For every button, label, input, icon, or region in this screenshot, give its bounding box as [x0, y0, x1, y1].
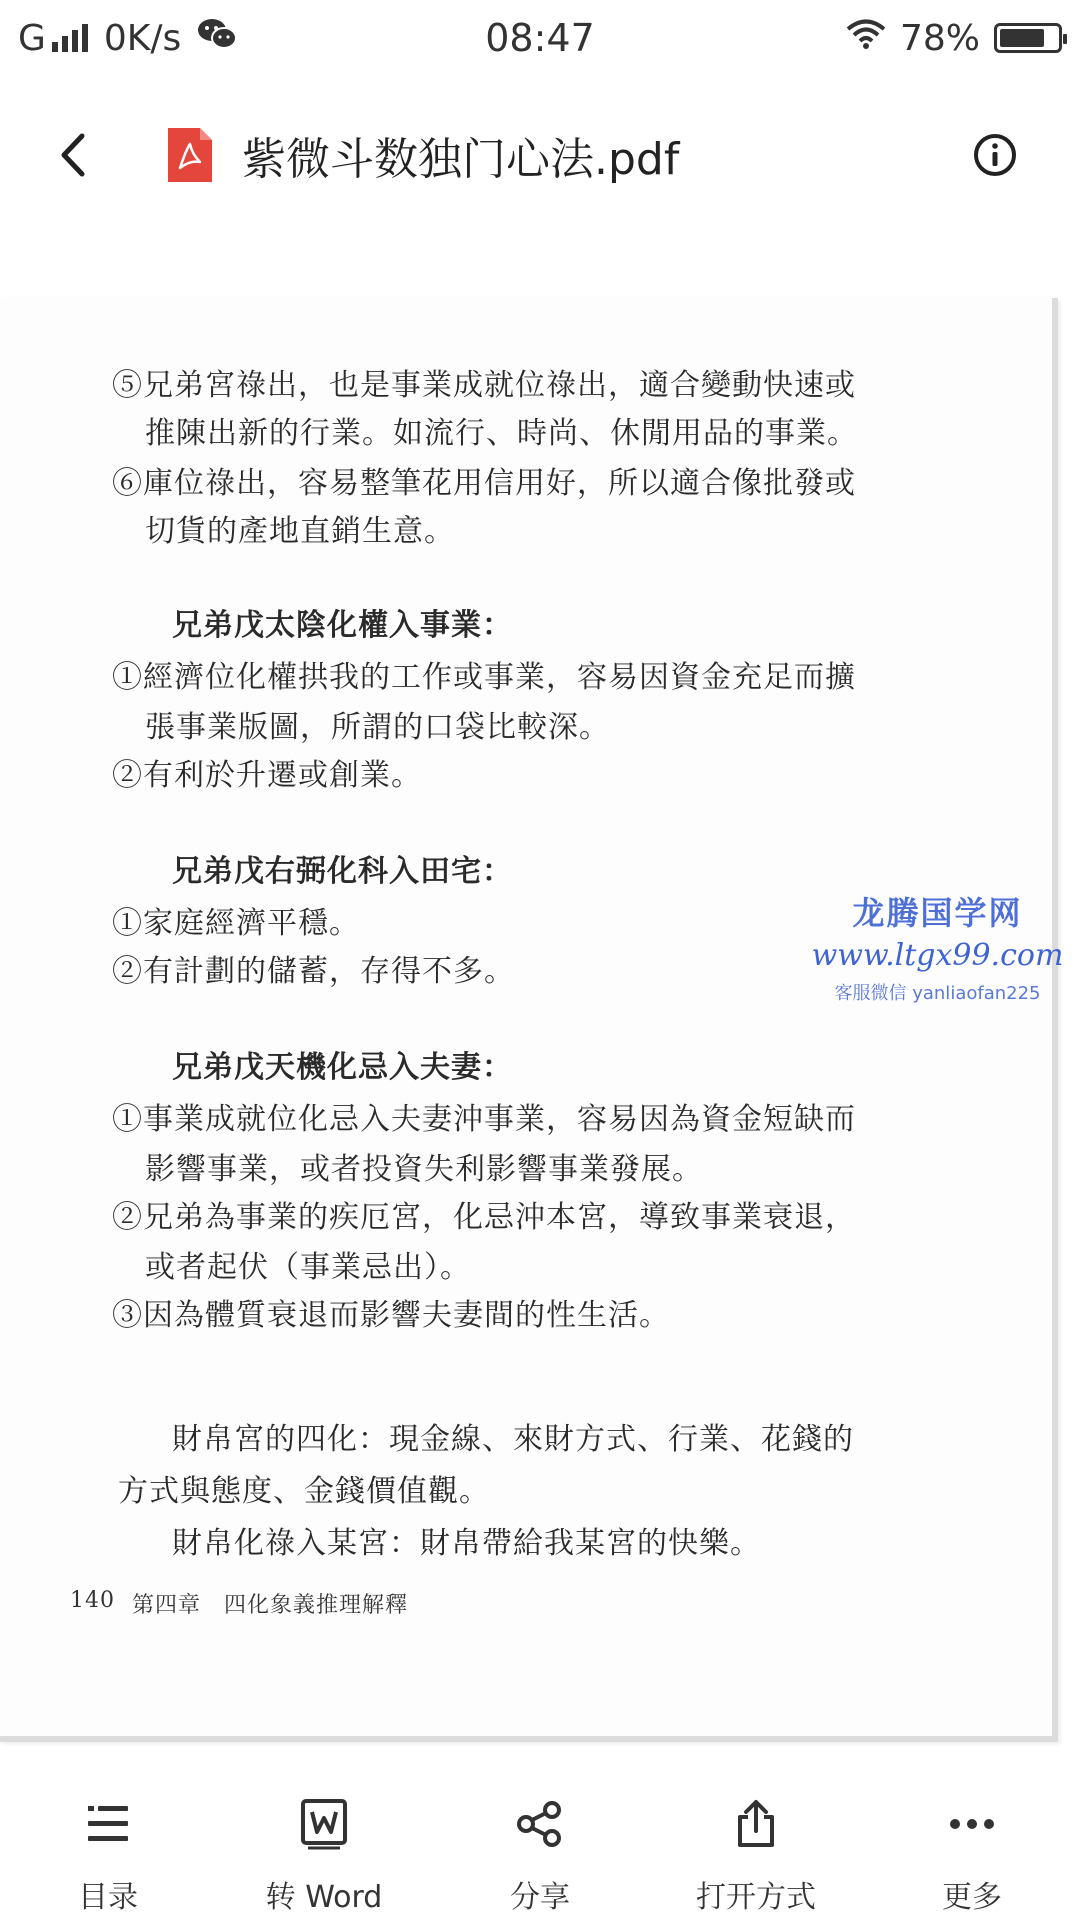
text-line: 財帛宮的四化：現金線、來財方式、行業、花錢的 [172, 1422, 854, 1457]
more-button[interactable] [872, 1796, 1072, 1916]
chevron-left-icon [58, 132, 88, 178]
section-heading: 兄弟戊太陰化權入事業： [172, 608, 513, 643]
battery-icon [994, 23, 1062, 53]
chapter-title: 第四章 四化象義推理解釋 [132, 1593, 409, 1618]
text-line: ②兄弟為事業的疾厄宮，化忌沖本宮，導致事業衰退， [112, 1200, 856, 1235]
back-button[interactable] [28, 110, 118, 200]
wechat-icon [197, 17, 237, 60]
pdf-page[interactable] [0, 298, 1058, 1742]
more-label: 更多 [942, 1880, 1002, 1915]
text-line: ①經濟位化權拱我的工作或事業，容易因資金充足而擴 [112, 660, 856, 695]
status-bar [0, 0, 1080, 76]
watermark [800, 888, 1075, 1005]
text-line: 推陳出新的行業。如流行、時尚、休閒用品的事業。 [145, 416, 858, 451]
network-type: G [18, 17, 46, 59]
status-right [732, 18, 1062, 59]
text-line: ⑥庫位祿出，容易整筆花用信用好，所以適合像批發或 [112, 466, 856, 501]
text-line: 財帛化祿入某宮：財帛帶給我某宮的快樂。 [172, 1526, 761, 1561]
text-line: ②有利於升遷或創業。 [112, 758, 422, 793]
info-icon [973, 133, 1017, 177]
pdf-file-icon [168, 128, 212, 182]
status-left [18, 17, 348, 60]
clock: 08:47 [485, 16, 595, 60]
convert-word-label: 转 Word [265, 1880, 383, 1915]
text-line: 方式與態度、金錢價值觀。 [118, 1474, 490, 1509]
network-speed: 0K/s [103, 17, 182, 59]
open-with-button[interactable] [656, 1796, 856, 1916]
share-icon [512, 1796, 568, 1852]
toc-button[interactable] [8, 1796, 208, 1916]
open-with-label: 打开方式 [696, 1880, 816, 1915]
watermark-contact: 客服微信 yanliaofan225 [834, 983, 1041, 1004]
page-title: 紫微斗数独门心法.pdf [242, 134, 680, 185]
convert-word-button[interactable] [224, 1796, 424, 1916]
watermark-title: 龙腾国学网 [852, 894, 1023, 932]
text-line: 或者起伏（事業忌出）。 [145, 1250, 471, 1285]
text-line: ①事業成就位化忌入夫妻沖事業，容易因為資金短缺而 [112, 1102, 856, 1137]
title-bar [0, 90, 1080, 220]
signal-bars-icon [52, 24, 88, 52]
page-number: 140 [70, 1588, 115, 1613]
bottom-toolbar [0, 1752, 1080, 1920]
text-line: ⑤兄弟宮祿出，也是事業成就位祿出，適合變動快速或 [112, 368, 856, 403]
text-line: 切貨的產地直銷生意。 [145, 514, 455, 549]
section-heading: 兄弟戊天機化忌入夫妻： [172, 1050, 513, 1085]
text-line: 張事業版圖，所謂的口袋比較深。 [145, 710, 610, 745]
section-heading: 兄弟戊右弼化科入田宅： [172, 854, 513, 889]
text-line: ②有計劃的儲蓄，存得不多。 [112, 954, 515, 989]
signal-indicator [18, 18, 88, 59]
watermark-url: www.ltgx99.com [811, 938, 1064, 973]
text-line: ③因為體質衰退而影響夫妻間的性生活。 [112, 1298, 670, 1333]
wifi-icon [846, 18, 886, 59]
word-icon [296, 1796, 352, 1852]
list-icon [80, 1796, 136, 1852]
share-button[interactable] [440, 1796, 640, 1916]
toc-label: 目录 [78, 1880, 138, 1915]
document-viewer[interactable] [0, 230, 1080, 1750]
battery-percent: 78% [899, 17, 980, 59]
share-label: 分享 [510, 1880, 570, 1915]
text-line: 影響事業，或者投資失利影響事業發展。 [145, 1152, 703, 1187]
text-line: ①家庭經濟平穩。 [112, 906, 360, 941]
info-button[interactable] [950, 110, 1040, 200]
more-icon [944, 1796, 1000, 1852]
open-with-icon [728, 1796, 784, 1852]
